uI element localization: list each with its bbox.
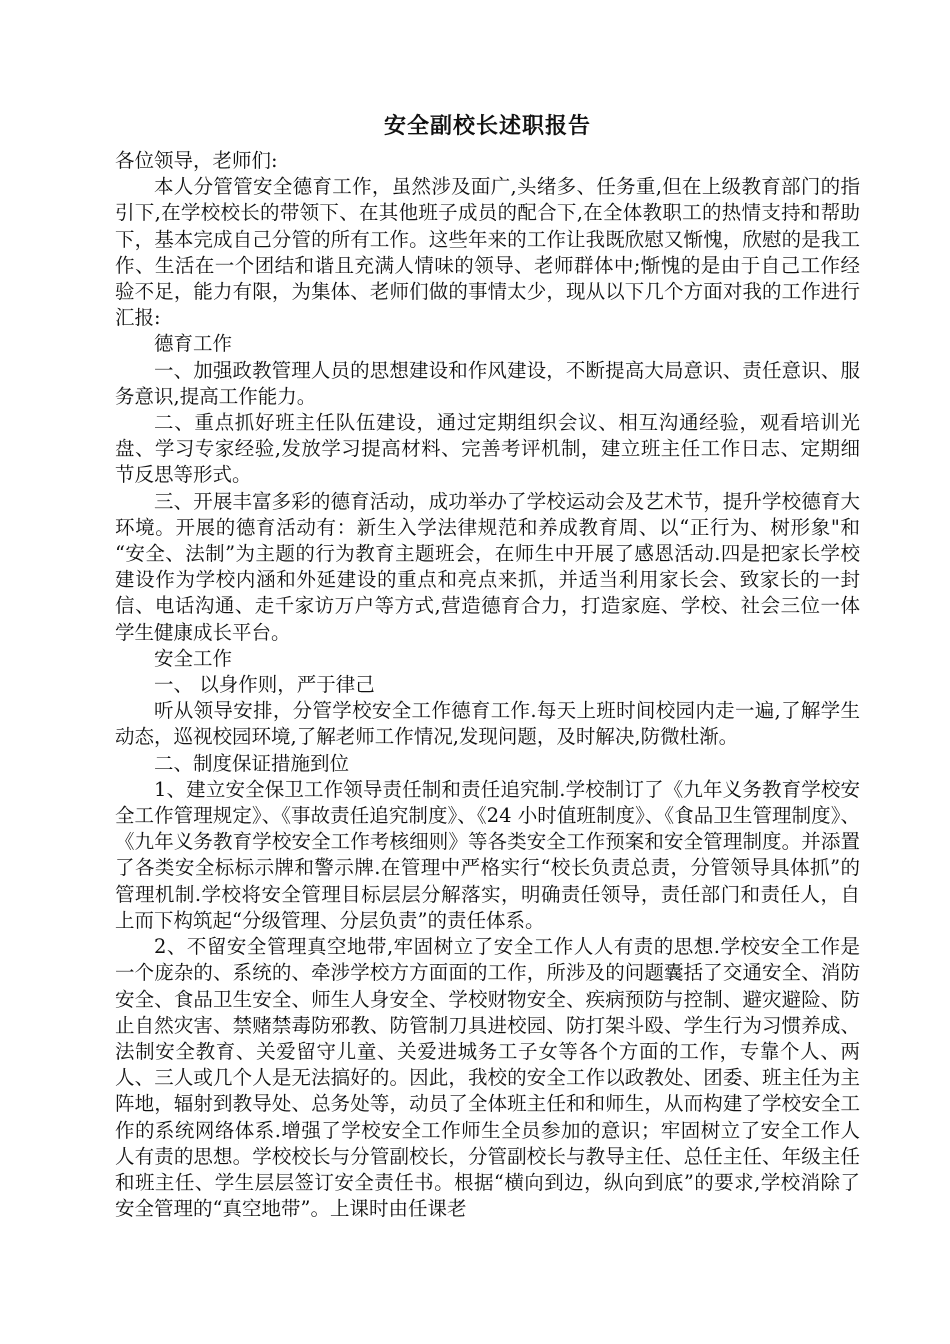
paragraph-moral-2: 二、重点抓好班主任队伍建设，通过定期组织会议、相互沟通经验，观看培训光盘、学习专家经验,发放学习提高材料、完善考评机制，建立班主任工作日志、定期细节反思等形式。 <box>115 411 860 487</box>
salutation: 各位领导，老师们: <box>115 149 278 172</box>
paragraph-moral-3: 三、开展丰富多彩的德育活动，成功举办了学校运动会及艺术节，提升学校德育大环境。开展的德育活动有：新生入学法律规范和养成教育周、以“正行为、树形象"和 “安全、法制”为主题的行为教育主题班会，在师生中开展了感恩活动.四是把家长学校建设作为学校内涵和外延建设的重点和亮点来抓，并适当利用家长会、致家长的一封信、电话沟通、走千家访万户等方式,营造德育合力，打造家庭、学校、社会三位一体学生健康成长平台。 <box>115 489 860 644</box>
subheading-safety-1: 一、 以身作则，严于律己 <box>154 673 375 697</box>
document-title: 安全副校长述职报告 <box>383 113 591 139</box>
paragraph-intro: 本人分管管安全德育工作，虽然涉及面广,头绪多、任务重,但在上级教育部门的指引下,在学校校长的带领下、在其他班子成员的配合下,在全体教职工的热情支持和帮助下，基本完成自己分管的所有工作。这些年来的工作让我既欣慰又惭愧，欣慰的是我工作、生活在一个团结和谐且充满人情味的领导、老师群体中;惭愧的是由于自己工作经验不足，能力有限，为集体、老师们做的事情太少，现从以下几个方面对我的工作进行汇报: <box>115 175 860 330</box>
subheading-safety-2: 二、制度保证措施到位 <box>154 751 350 775</box>
paragraph-safety-2-2: 2、不留安全管理真空地带,牢固树立了安全工作人人有责的思想.学校安全工作是一个庞杂的、系统的、牵涉学校方方面面的工作，所涉及的问题囊括了交通安全、消防安全、食品卫生安全、师生人身安全、学校财物安全、疾病预防与控制、避灾避险、防止自然灾害、禁赌禁毒防邪教、防管制刀具进校园、防打架斗殴、学生行为习惯养成、法制安全教育、关爱留守儿童、关爱进城务工子女等各个方面的工作，专靠个人、两人、三人或几个人是无法搞好的。因此，我校的安全工作以政教处、团委、班主任为主阵地，辐射到教导处、总务处等，动员了全体班主任和和师生，从而构建了学校安全工作的系统网络体系.增强了学校安全工作师生全员参加的意识；牢固树立了安全工作人人有责的思想。学校校长与分管副校长，分管副校长与教导主任、总任主任、年级主任和班主任、学生层层签订安全责任书。根据“横向到边，纵向到底”的要求,学校消除了安全管理的“真空地带”。上课时由任课老 <box>115 935 860 1221</box>
section-heading-moral-education: 德育工作 <box>154 332 233 356</box>
document-page <box>115 108 860 1222</box>
section-heading-safety: 安全工作 <box>154 646 233 670</box>
paragraph-safety-2-1: 1、建立安全保卫工作领导责任制和责任追究制.学校制订了《九年义务教育学校安全工作管理规定》、《事故责任追究制度》、《24 小时值班制度》、《食品卫生管理制度》、《九年义务教育学校安全工作考核细则》等各类安全工作预案和安全管理制度。并添置了各类安全标标示牌和警示牌.在管理中严格实行“校长负责总责，分管领导具体抓”的管理机制.学校将安全管理目标层层分解落实，明确责任领导，责任部门和责任人，自上而下构筑起“分级管理、分层负责”的责任体系。 <box>115 777 860 932</box>
paragraph-safety-1: 听从领导安排，分管学校安全工作德育工作.每天上班时间校园内走一遍,了解学生动态，巡视校园环境,了解老师工作情况,发现问题，及时解决,防微杜渐。 <box>115 699 860 749</box>
paragraph-moral-1: 一、加强政教管理人员的思想建设和作风建设，不断提高大局意识、责任意识、服务意识,提高工作能力。 <box>115 358 860 408</box>
